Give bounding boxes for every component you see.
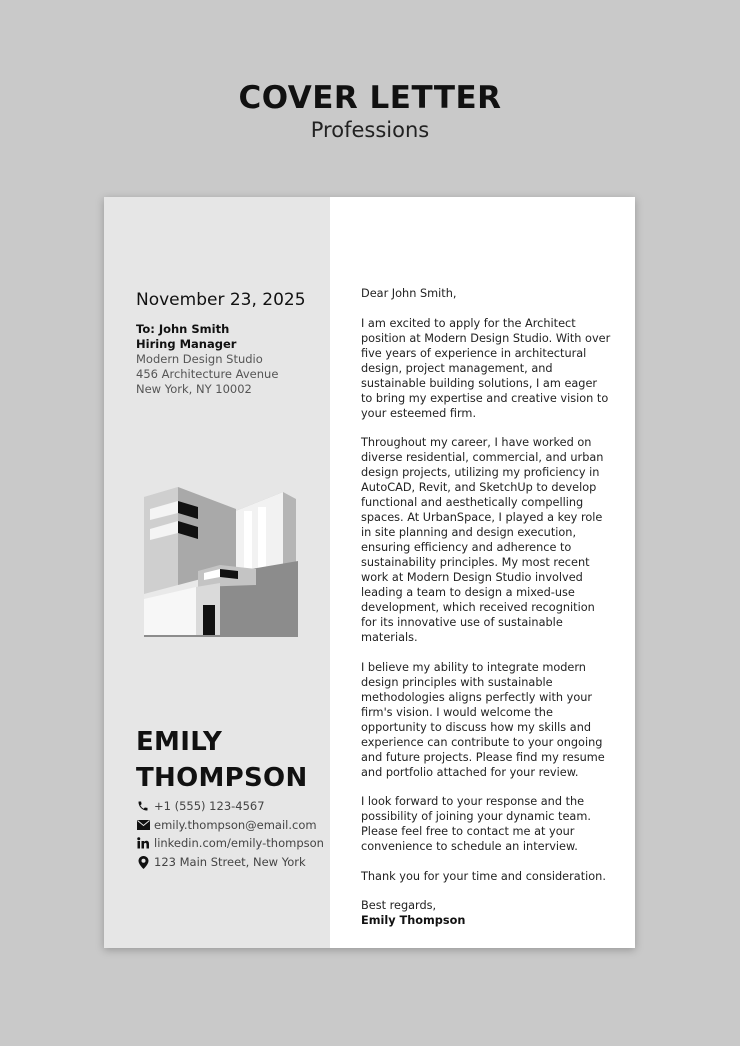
contact-address-text: 123 Main Street, New York bbox=[154, 855, 306, 870]
sidebar-panel bbox=[104, 197, 330, 948]
sender-first-name: EMILY bbox=[136, 727, 223, 757]
recipient-role: Hiring Manager bbox=[136, 337, 237, 351]
recipient-company: Modern Design Studio bbox=[136, 352, 263, 366]
salutation: Dear John Smith, bbox=[361, 287, 457, 300]
linkedin-icon bbox=[136, 836, 150, 850]
phone-icon bbox=[136, 799, 150, 813]
sender-name bbox=[136, 724, 308, 796]
location-pin-icon bbox=[136, 855, 150, 869]
contact-phone bbox=[136, 797, 324, 816]
paragraph-4: I look forward to your response and the possibility of joining your dynamic team. Please feel free to contact me at your convenience to schedule an interview. bbox=[361, 795, 591, 853]
contact-email bbox=[136, 816, 324, 835]
signature-name: Emily Thompson bbox=[361, 914, 466, 927]
recipient-city: New York, NY 10002 bbox=[136, 382, 252, 396]
heading-subtitle: Professions bbox=[310, 118, 430, 142]
letter-body bbox=[361, 286, 611, 928]
document-heading bbox=[0, 80, 740, 144]
recipient-block bbox=[136, 322, 278, 397]
recipient-to-line: To: John Smith bbox=[136, 322, 230, 336]
contact-phone-text: +1 (555) 123-4567 bbox=[154, 799, 265, 814]
closing: Best regards, bbox=[361, 899, 437, 912]
heading-title: COVER LETTER bbox=[238, 80, 502, 116]
recipient-street: 456 Architecture Avenue bbox=[136, 367, 279, 381]
contact-linkedin-text: linkedin.com/emily-thompson bbox=[154, 836, 324, 851]
sender-last-name: THOMPSON bbox=[136, 763, 308, 793]
contact-linkedin bbox=[136, 834, 324, 853]
paragraph-5: Thank you for your time and consideration. bbox=[361, 869, 606, 883]
paragraph-3: I believe my ability to integrate modern design principles with sustainable methodologies aligns perfectly with your firm's vision. I would welcome the opportunity to discuss how my skills and experience can contribute to your ongoing and future projects. Please find my resume and portfolio attached for your review. bbox=[361, 660, 605, 779]
envelope-icon bbox=[136, 818, 150, 832]
contact-list bbox=[136, 797, 324, 871]
contact-email-text: emily.thompson@email.com bbox=[154, 817, 317, 832]
letter-page bbox=[104, 197, 635, 948]
building-illustration bbox=[138, 487, 298, 637]
contact-address bbox=[136, 853, 324, 872]
paragraph-2: Throughout my career, I have worked on diverse residential, commercial, and urban design projects, utilizing my proficiency in AutoCAD, Revit, and SketchUp to develop functional and aesthetically compelling spaces. At UrbanSpace, I played a key role in site planning and design execution, ensuring efficiency and adherence to sustainability principles. My most recent work at Modern Design Studio involved leading a team to design a mixed-use development, which received recognition for its innovative use of sustainable materials. bbox=[361, 436, 604, 644]
paragraph-1: I am excited to apply for the Architect position at Modern Design Studio. With over five years of experience in architectural design, project management, and sustainable building solutions, I am eager to bring my expertise and creative vision to your esteemed firm. bbox=[361, 316, 611, 420]
letter-date: November 23, 2025 bbox=[136, 290, 306, 310]
